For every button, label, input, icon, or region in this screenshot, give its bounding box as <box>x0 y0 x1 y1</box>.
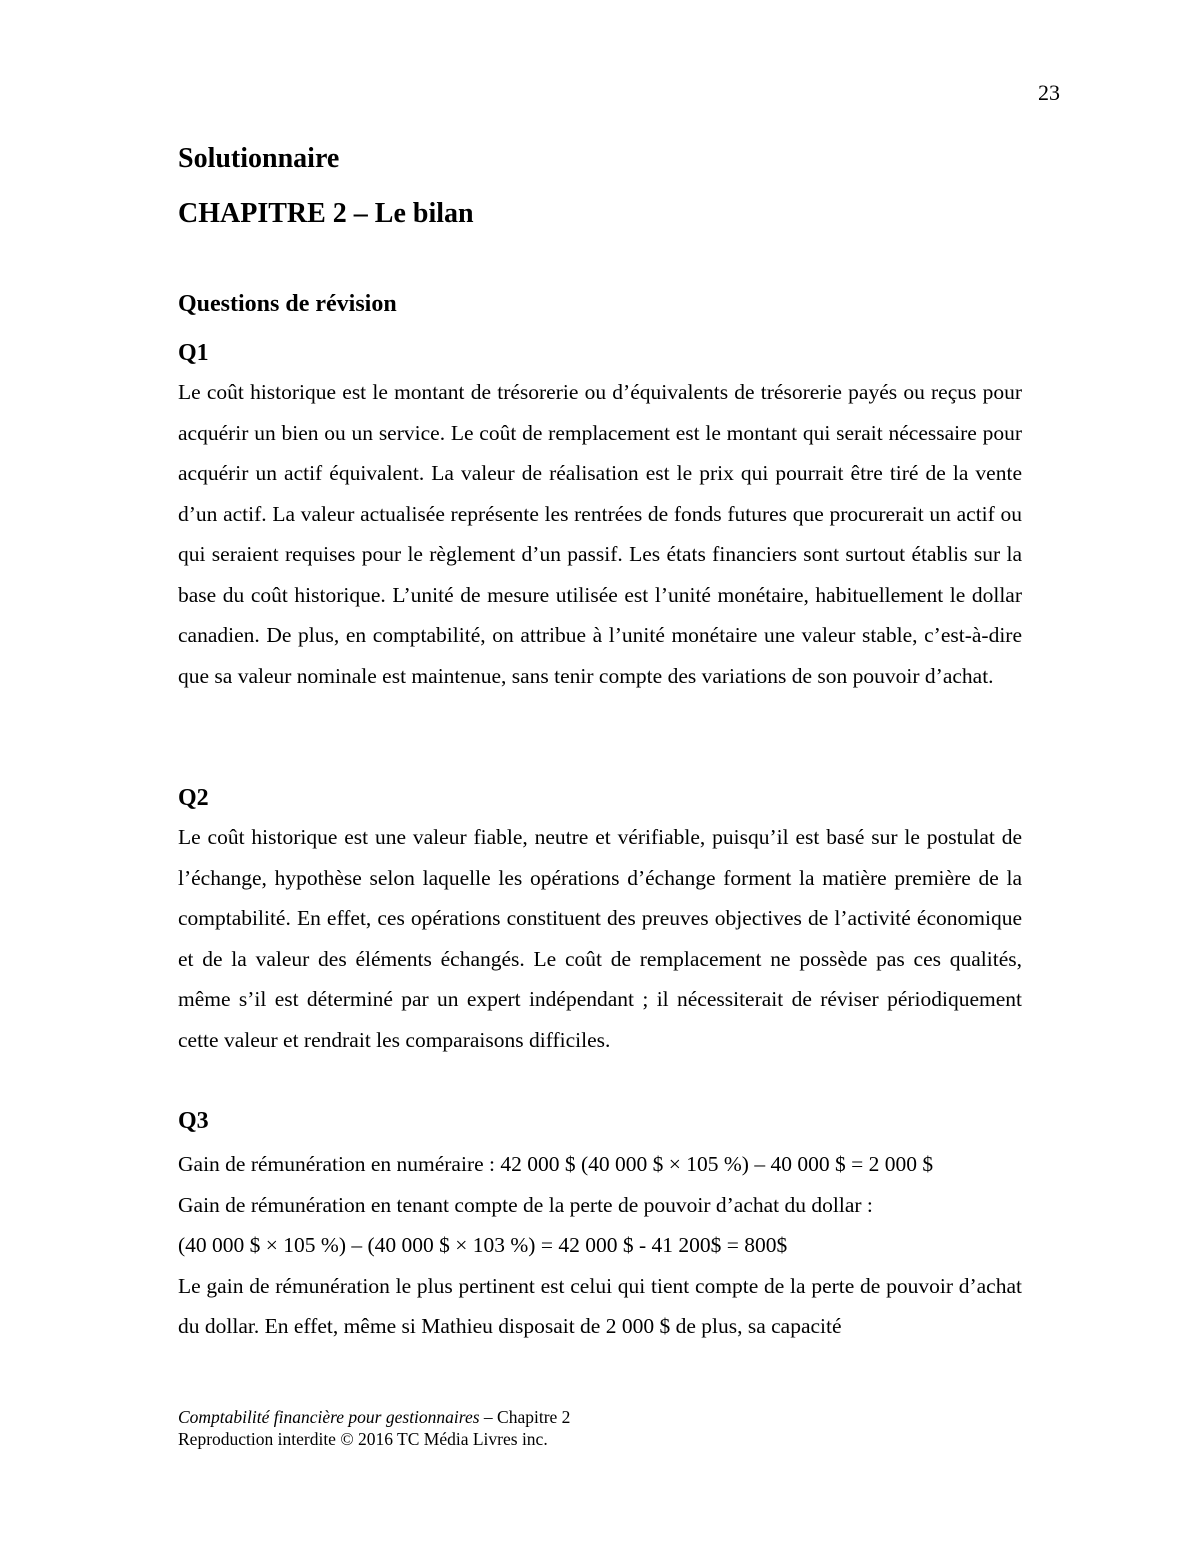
chapter-title: CHAPITRE 2 – Le bilan <box>178 198 474 229</box>
page-footer <box>178 1406 570 1450</box>
q3-line-3: (40 000 $ × 105 %) – (40 000 $ × 103 %) = 42 000 $ - 41 200$ = 800$ <box>178 1233 788 1257</box>
footer-book-line <box>178 1406 570 1428</box>
question-label-q2: Q2 <box>178 785 209 811</box>
question-label-q3: Q3 <box>178 1108 209 1134</box>
answer-q3 <box>178 1144 1022 1347</box>
page-number: 23 <box>1038 80 1060 105</box>
footer-copyright: Reproduction interdite © 2016 TC Média Livres inc. <box>178 1429 548 1449</box>
q3-answer-continued: Le gain de rémunération le plus pertinent est celui qui tient compte de la perte de pouvoir d’achat du dollar. En effet, même si Mathieu disposait de 2 000 $ de plus, sa capacité <box>178 1273 1022 1338</box>
page-title: Solutionnaire <box>178 143 340 174</box>
answer-q1: Le coût historique est le montant de trésorerie ou d’équivalents de trésorerie payés ou reçus pour acquérir un bien ou un service. Le coût de remplacement est le montant qui serait nécessaire pour acquérir un actif équivalent. La valeur de réalisation est le prix qui pourrait être tiré de la vente d’un actif. La valeur actualisée représente les rentrées de fonds futures que procurerait un actif ou qui seraient requises pour le règlement d’un passif. Les états financiers sont surtout établis sur la base du coût historique. L’unité de mesure utilisée est l’unité monétaire, habituellement le dollar canadien. De plus, en comptabilité, on attribue à l’unité monétaire une valeur stable, c’est-à-dire que sa valeur nominale est maintenue, sans tenir compte des variations de son pouvoir d’achat. <box>178 380 1022 688</box>
answer-q2: Le coût historique est une valeur fiable, neutre et vérifiable, puisqu’il est basé sur le postulat de l’échange, hypothèse selon laquelle les opérations d’échange forment la matière première de la comptabilité. En effet, ces opérations constituent des preuves objectives de l’activité économique et de la valeur des éléments échangés. Le coût de remplacement ne possède pas ces qualités, même s’il est déterminé par un expert indépendant ; il nécessiterait de réviser périodiquement cette valeur et rendrait les comparaisons difficiles. <box>178 825 1022 1052</box>
question-label-q1: Q1 <box>178 340 209 366</box>
q3-line-2: Gain de rémunération en tenant compte de la perte de pouvoir d’achat du dollar : <box>178 1192 873 1217</box>
footer-chapter-ref: – Chapitre 2 <box>479 1407 571 1427</box>
q3-line-1: Gain de rémunération en numéraire : 42 000 $ (40 000 $ × 105 %) – 40 000 $ = 2 000 $ <box>178 1152 934 1176</box>
footer-book-title: Comptabilité financière pour gestionnaires <box>178 1407 480 1427</box>
section-title: Questions de révision <box>178 291 397 317</box>
